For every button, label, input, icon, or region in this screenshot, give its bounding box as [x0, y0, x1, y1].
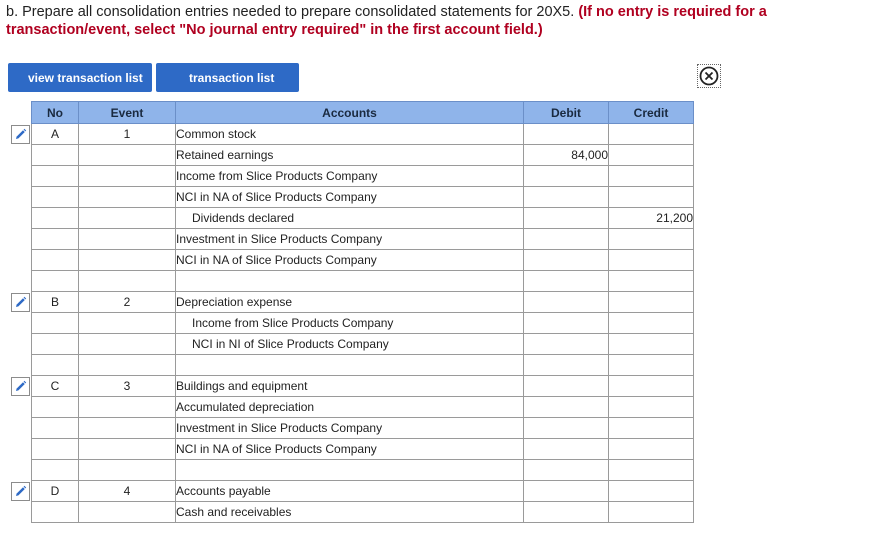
row-event[interactable]: [79, 334, 176, 355]
credit-cell[interactable]: [609, 166, 694, 187]
account-cell[interactable]: Income from Slice Products Company: [176, 166, 524, 187]
credit-cell[interactable]: [609, 439, 694, 460]
table-row: [32, 460, 694, 481]
row-event[interactable]: 4: [79, 481, 176, 502]
row-event[interactable]: [79, 418, 176, 439]
row-event[interactable]: [79, 187, 176, 208]
row-no[interactable]: [32, 313, 79, 334]
edit-entry-button[interactable]: [11, 125, 30, 144]
row-event[interactable]: [79, 208, 176, 229]
instructions-text: b. Prepare all consolidation entries needed to prepare consolidated statements for 20X5.: [6, 4, 579, 20]
header-credit: Credit: [609, 102, 694, 124]
row-event[interactable]: [79, 271, 176, 292]
table-row: [32, 418, 694, 439]
journal-table: [31, 101, 694, 523]
debit-cell[interactable]: [524, 229, 609, 250]
credit-cell[interactable]: [609, 292, 694, 313]
row-no[interactable]: [32, 418, 79, 439]
table-row: [32, 334, 694, 355]
account-cell[interactable]: [176, 355, 524, 376]
credit-cell[interactable]: [609, 145, 694, 166]
account-cell[interactable]: Dividends declared: [176, 208, 524, 229]
debit-cell[interactable]: [524, 481, 609, 502]
credit-cell[interactable]: [609, 481, 694, 502]
pencil-icon: [14, 128, 27, 141]
debit-cell[interactable]: [524, 334, 609, 355]
account-cell[interactable]: Cash and receivables: [176, 502, 524, 523]
row-event[interactable]: [79, 460, 176, 481]
table-row: [32, 313, 694, 334]
table-header: [32, 102, 694, 124]
row-no[interactable]: [32, 439, 79, 460]
debit-cell[interactable]: 84,000: [524, 145, 609, 166]
account-cell[interactable]: Depreciation expense: [176, 292, 524, 313]
instructions-note: (If no entry is required for a transaction/event, select "No journal entry required" in the first account field.): [6, 4, 767, 38]
table-row: [32, 439, 694, 460]
debit-cell[interactable]: [524, 208, 609, 229]
row-event[interactable]: [79, 397, 176, 418]
debit-cell[interactable]: [524, 313, 609, 334]
table-row: [32, 208, 694, 229]
row-event[interactable]: [79, 355, 176, 376]
row-no[interactable]: [32, 229, 79, 250]
credit-cell[interactable]: [609, 418, 694, 439]
row-no[interactable]: D: [32, 481, 79, 502]
table-row: [32, 145, 694, 166]
credit-cell[interactable]: [609, 250, 694, 271]
credit-cell[interactable]: [609, 355, 694, 376]
table-row: [32, 166, 694, 187]
row-no[interactable]: [32, 397, 79, 418]
row-event[interactable]: [79, 250, 176, 271]
account-cell[interactable]: Common stock: [176, 124, 524, 145]
row-no[interactable]: [32, 271, 79, 292]
header-accounts: Accounts: [176, 102, 524, 124]
debit-cell[interactable]: [524, 250, 609, 271]
debit-cell[interactable]: [524, 271, 609, 292]
debit-cell[interactable]: [524, 292, 609, 313]
account-cell[interactable]: NCI in NA of Slice Products Company: [176, 439, 524, 460]
debit-cell[interactable]: [524, 439, 609, 460]
row-no[interactable]: [32, 502, 79, 523]
credit-cell[interactable]: [609, 460, 694, 481]
row-event[interactable]: 2: [79, 292, 176, 313]
table-row: [32, 292, 694, 313]
account-cell[interactable]: NCI in NI of Slice Products Company: [176, 334, 524, 355]
credit-cell[interactable]: [609, 271, 694, 292]
row-no[interactable]: [32, 187, 79, 208]
edit-entry-button[interactable]: [11, 482, 30, 501]
header-no: No: [32, 102, 79, 124]
account-cell[interactable]: [176, 271, 524, 292]
credit-cell[interactable]: [609, 313, 694, 334]
debit-cell[interactable]: [524, 355, 609, 376]
edit-entry-button[interactable]: [11, 293, 30, 312]
row-no[interactable]: [32, 166, 79, 187]
table-row: [32, 229, 694, 250]
pencil-icon: [14, 485, 27, 498]
pencil-icon: [14, 380, 27, 393]
account-cell[interactable]: [176, 460, 524, 481]
credit-cell[interactable]: [609, 502, 694, 523]
row-no[interactable]: [32, 334, 79, 355]
account-cell[interactable]: NCI in NA of Slice Products Company: [176, 187, 524, 208]
debit-cell[interactable]: [524, 460, 609, 481]
row-event[interactable]: [79, 145, 176, 166]
header-debit: Debit: [524, 102, 609, 124]
row-no[interactable]: C: [32, 376, 79, 397]
account-cell[interactable]: NCI in NA of Slice Products Company: [176, 250, 524, 271]
debit-cell[interactable]: [524, 397, 609, 418]
debit-cell[interactable]: [524, 376, 609, 397]
view-transaction-list-button[interactable]: view transaction list: [8, 63, 152, 92]
credit-cell[interactable]: [609, 229, 694, 250]
account-cell[interactable]: Buildings and equipment: [176, 376, 524, 397]
debit-cell[interactable]: [524, 418, 609, 439]
table-row: [32, 271, 694, 292]
instructions: [6, 3, 856, 39]
table-row: [32, 187, 694, 208]
account-cell[interactable]: Accounts payable: [176, 481, 524, 502]
account-cell[interactable]: Investment in Slice Products Company: [176, 229, 524, 250]
credit-cell[interactable]: [609, 397, 694, 418]
row-no[interactable]: A: [32, 124, 79, 145]
row-no[interactable]: [32, 460, 79, 481]
credit-cell[interactable]: [609, 334, 694, 355]
row-event[interactable]: 3: [79, 376, 176, 397]
row-event[interactable]: [79, 439, 176, 460]
close-circle-icon: [698, 65, 720, 87]
table-row: [32, 250, 694, 271]
row-event[interactable]: [79, 502, 176, 523]
row-event[interactable]: [79, 166, 176, 187]
row-no[interactable]: [32, 208, 79, 229]
account-cell[interactable]: Investment in Slice Products Company: [176, 418, 524, 439]
table-row: [32, 397, 694, 418]
row-event[interactable]: 1: [79, 124, 176, 145]
table-row: [32, 481, 694, 502]
account-cell[interactable]: Retained earnings: [176, 145, 524, 166]
transaction-list-button[interactable]: transaction list: [156, 63, 299, 92]
row-event[interactable]: [79, 313, 176, 334]
account-cell[interactable]: Accumulated depreciation: [176, 397, 524, 418]
row-event[interactable]: [79, 229, 176, 250]
header-event: Event: [79, 102, 176, 124]
journal-rows: [32, 124, 694, 523]
debit-cell[interactable]: [524, 124, 609, 145]
table-row: [32, 355, 694, 376]
account-cell[interactable]: Income from Slice Products Company: [176, 313, 524, 334]
debit-cell[interactable]: [524, 166, 609, 187]
row-no[interactable]: [32, 250, 79, 271]
debit-cell[interactable]: [524, 502, 609, 523]
table-row: [32, 502, 694, 523]
credit-cell[interactable]: 21,200: [609, 208, 694, 229]
row-no[interactable]: [32, 145, 79, 166]
close-button[interactable]: [697, 64, 721, 88]
edit-entry-button[interactable]: [11, 377, 30, 396]
table-row: [32, 124, 694, 145]
credit-cell[interactable]: [609, 124, 694, 145]
credit-cell[interactable]: [609, 376, 694, 397]
pencil-icon: [14, 296, 27, 309]
row-no[interactable]: B: [32, 292, 79, 313]
table-row: [32, 376, 694, 397]
credit-cell[interactable]: [609, 187, 694, 208]
row-no[interactable]: [32, 355, 79, 376]
debit-cell[interactable]: [524, 187, 609, 208]
